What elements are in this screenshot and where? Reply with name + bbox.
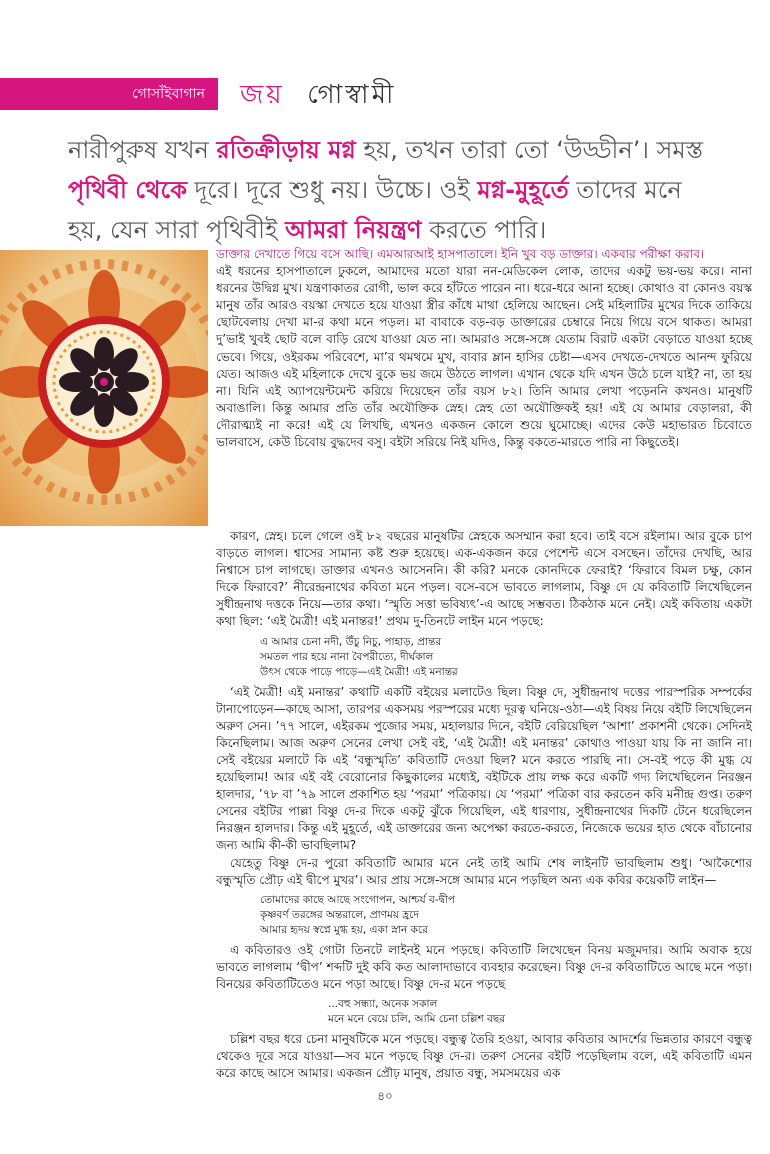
- lead-paragraph: ডাক্তার দেখাতে গিয়ে বসে আছি। এমআরআই হাসপাতালে। ইনি খুব বড় ডাক্তার। একবার পরীক্ষা করাব।: [216, 247, 705, 261]
- verse-block: [328, 997, 752, 1027]
- pull-quote: [68, 130, 718, 250]
- pull-quote-highlight: রতিক্রীড়ায় মগ্ন: [216, 136, 356, 164]
- paragraph: ‘এই মৈত্রী! এই মনান্তর’ কথাটি একটি বইয়ের মলাটেও ছিল। বিষ্ণু দে, সুধীন্দ্রনাথ দত্তের পারস্পরিক সম্পর্কের টানাপোড়েন—কাছে আসা, তারপর একসময় পরস্পরের মধ্যে দূরত্ব ঘনিয়ে-ওঠা—এই বিষয় নিয়ে বইটি লিখেছিলেন অরুণ সেন। ’৭৭ সালে, এইরকম পুজোর সময়, মহালয়ার দিনে, বইটি বেরিয়েছিল ‘আশা’ প্রকাশনী থেকে। সেদিনই কিনেছিলাম। আজ অরুণ সেনের লেখা সেই বই, ‘এই মৈত্রী! এই মনান্তর’ কোথাও পাওয়া যায় কি না জানি না। সেই বইয়ের মলাটে কি এই ‘বন্ধুস্মৃতি’ কবিতাটি দেওয়া ছিল? মনে করতে পারছি না। সে-বই পড়ে কী মুগ্ধ যে হয়েছিলাম! আর এই বই বেরোনোর কিছুকালের মধ্যেই, বইটিকে প্রায় লক্ষ করে একটি গদ্য লিখেছিলেন নিরঞ্জন হালদার, ’৭৮ বা ’৭৯ সালে প্রকাশিত হয় ‘পরমা’ পত্রিকায়। যে ‘পরমা’ পত্রিকা বার করতেন কবি মনীন্দ্র গুপ্ত। তরুণ সেনের বইটির পাল্লা বিষ্ণু দে-র দিকে একটু ঝুঁকে গিয়েছিল, এই ধারণায়, সুধীন্দ্রনাথের দিকটি টেনে ধরেছিলেন নিরঞ্জন হালদার। কিন্তু এই মুহূর্তে, এই ডাক্তারের জন্য অপেক্ষা করতে-করতে, নিজেকে ভয়ের হাত থেকে বাঁচানোর জন্য আমি কী-কী ভাবছিলাম?: [216, 684, 752, 853]
- pull-quote-text: নারীপুরুষ যখন: [68, 136, 217, 164]
- pull-quote-text: দূরে। দূরে শুধু নয়। উচ্চে। ওই: [187, 176, 478, 204]
- verse-line: তোমাদের কাছে আছে সংগোপন, আশ্চর্য ব-দ্বীপ: [260, 893, 456, 906]
- paragraph: কারণ, স্নেহ। চলে গেলে ওই ৮২ বছরের মানুষটির স্নেহকে অসম্মান করা হবে। তাই বসে রইলাম। আর বুকে চাপ বাড়তে লাগল। শ্বাসের সামান্য কষ্ট শুরু হয়েছে। এক-একজন করে পেশেন্ট এসে বসছেন। তাঁদের দেখছি, আর নিশ্বাসে চাপ লাগছে। ডাক্তার এখনও আসেননি। কী করি? মনকে কোনদিকে ফেরাই? ‘ফিরাবে বিমল চক্ষু, কোন দিকে ফিরাবে?’ নীরেন্দ্রনাথের কবিতা মনে পড়ল। বসে-বসে ভাবতে লাগলাম, বিষ্ণু দে যে কবিতাটি লিখেছিলেন সুধীন্দ্রনাথ দত্তকে নিয়ে—তার কথা। ‘স্মৃতি সত্তা ভবিষ্যৎ’-এ আছে সম্ভবত। ঠিকঠাক মনে নেই। যেই কবিতায় একটা কথা ছিল: ‘এই মৈত্রী! এই মনান্তর!’ প্রথম দু-তিনটে লাইন মনে পড়ছে:: [216, 529, 752, 629]
- verse-line: ...বহু সন্ধ্যা, অনেক সকাল: [328, 997, 438, 1010]
- verse-line: মনে মনে বেয়ে চলি, আমি চেনা চল্লিশ বছর: [328, 1012, 505, 1025]
- verse-line: আমার হৃদয় স্বপ্নে মুগ্ধ হয়, একা স্নান করে: [260, 923, 428, 936]
- author-last-name: গোস্বামী: [307, 80, 397, 110]
- pull-quote-text: করতে পারি।: [421, 216, 547, 244]
- page-number: ৪০: [377, 1089, 393, 1103]
- pull-quote-text: হয়, তখন তারা তো ‘উড্ডীন’। সমস্ত: [355, 136, 703, 164]
- verse-line: এ আমার চেনা নদী, উঁচু নিচু, পাহাড়, প্রান্তর: [260, 635, 442, 648]
- verse-line: কৃষ্ণবর্ণ তরঙ্গের অন্তরালে, প্রাণময় হ্রদে: [260, 908, 419, 921]
- header-divider: [0, 106, 218, 110]
- paragraph: যেহেতু বিষ্ণু দে-র পুরো কবিতাটি আমার মনে নেই তাই আমি শেষ লাইনটি ভাবছিলাম শুধু। ‘আকৈশোর বন্ধুস্মৃতি প্রৌঢ় এই দ্বীপে মুখর’। আর প্রায় সঙ্গে-সঙ্গে আমার মনে পড়ছিল অন্য এক কবির কয়েকটি লাইন—: [216, 855, 752, 887]
- author-name: [240, 74, 396, 118]
- pull-quote-highlight: আমরা নিয়ন্ত্রণ: [285, 216, 422, 244]
- verse-block: [260, 893, 752, 938]
- series-label: গোসাঁইবাগান: [132, 86, 205, 102]
- paragraph: চল্লিশ বছর ধরে চেনা মানুষটিকে মনে পড়ছে। বন্ধুত্ব তৈরি হওয়া, আবার কবিতার আদর্শের ভিন্নতার কারণে বন্ধুত্ব থেকেও দূরে সরে যাওয়া—সব মনে পড়ছে বিষ্ণু দে-র। তরুণ সেনের বইটি পড়েছিলাম বলে, এই কবিতাটি এমন করে কাছে আসে আমার। একজন প্রৌঢ় মানুষ, প্রয়াত বন্ধু, সমসময়ের এক: [216, 1031, 752, 1081]
- verse-line: সমতল পার হয়ে নানা বৈপরীত্যে, দীর্ঘকাল: [260, 650, 434, 663]
- pull-quote-text: তাদের মনে হয়, যেন সারা পৃথিবীই: [68, 176, 682, 244]
- verse-line: উৎস থেকে পাড়ে পাড়ে—এই মৈত্রী! এই মনান্তর: [260, 665, 458, 678]
- verse-block: [260, 635, 752, 680]
- pull-quote-highlight: পৃথিবী থেকে: [68, 176, 187, 204]
- pull-quote-highlight: মগ্ন-মুহূর্তে: [477, 176, 569, 204]
- mandala-rangoli-icon: [0, 250, 208, 526]
- paragraph: এই ধরনের হাসপাতালে ঢুকলে, আমাদের মতো যারা নন-মেডিকেল লোক, তাদের একটু ভয়-ভয় করে। নানা ধরনের উদ্বিগ্ন মুখ। যন্ত্রণাকাতর রোগী, ভাল করে হাঁটতে পারেন না। ধরে-ধরে আনা হচ্ছে। কোথাও বা কোনও বয়স্ক মানুষ তাঁর আরও বয়স্কা দেখতে হয়ে যাওয়া স্ত্রীর কাঁধে মাথা হেলিয়ে আছেন। সেই মহিলাটির মুখের দিকে তাকিয়ে ছোটবেলায় দেখা মা-র কথা মনে পড়ল। মা বাবাকে বড়-বড় ডাক্তারের চেম্বারে নিয়ে গিয়ে বসে থাকত। আমরা দু’ভাই খুবই ছোট বলে বাড়ি রেখে যাওয়া যেত না। আমরাও সঙ্গে-সঙ্গে যেতাম বিরাট একটা বেড়াতে যাওয়া হচ্ছে ভেবে। গিয়ে, ওইরকম পরিবেশে, মা’র থমথমে মুখ, বাবার ম্লান হাসির চেষ্টা—এসব দেখতে-দেখতে আনন্দ ফুরিয়ে যেত। আজও এই মহিলাকে দেখে বুকে ভয় জমে উঠতে লাগল। এখান থেকে যদি এখন উঠে চলে যাই? না, তা হয় না। যিনি এই অ্যাপয়েন্টমেন্ট করিয়ে দিয়েছেন তাঁর বয়স ৮২। তিনি আমার লেখা পড়েননি কখনও। মানুষটি অবাঙালি। কিন্তু আমার প্রতি তাঁর অযৌক্তিক স্নেহ। স্নেহ তো অযৌক্তিকই হয়! এই যে আমার বেড়ালরা, কী দৌরাত্ম্যই না করে! এই যে লিখছি, এখনও একজন কোলে শুয়ে ঘুমোচ্ছে। এদের কেউ মহাভারত চিবোতে ভালবাসে, কেউ চিবোয় বুদ্ধদেব বসু। বইটা সরিয়ে নিই যদিও, কিন্তু বকতে-মারতে পারি না কিছুতেই।: [216, 264, 752, 450]
- body-column: [216, 246, 752, 451]
- author-first-name: জয়: [240, 80, 285, 110]
- paragraph: এ কবিতারও ওই গোটা তিনটে লাইনই মনে পড়ছে। কবিতাটি লিখেছেন বিনয় মজুমদার। আমি অবাক হয়ে ভাবতে লাগলাম ‘দ্বীপ’ শব্দটি দুই কবি কত আলাদাভাবে ব্যবহার করেছেন। বিষ্ণু দে-র কবিতাটিতে আছে মনে পড়া। বিনয়ের কবিতাটিতেও মনে পড়া আছে। বিষ্ণু দে-র মনে পড়ছে: [216, 942, 752, 991]
- body-text: [216, 528, 752, 1082]
